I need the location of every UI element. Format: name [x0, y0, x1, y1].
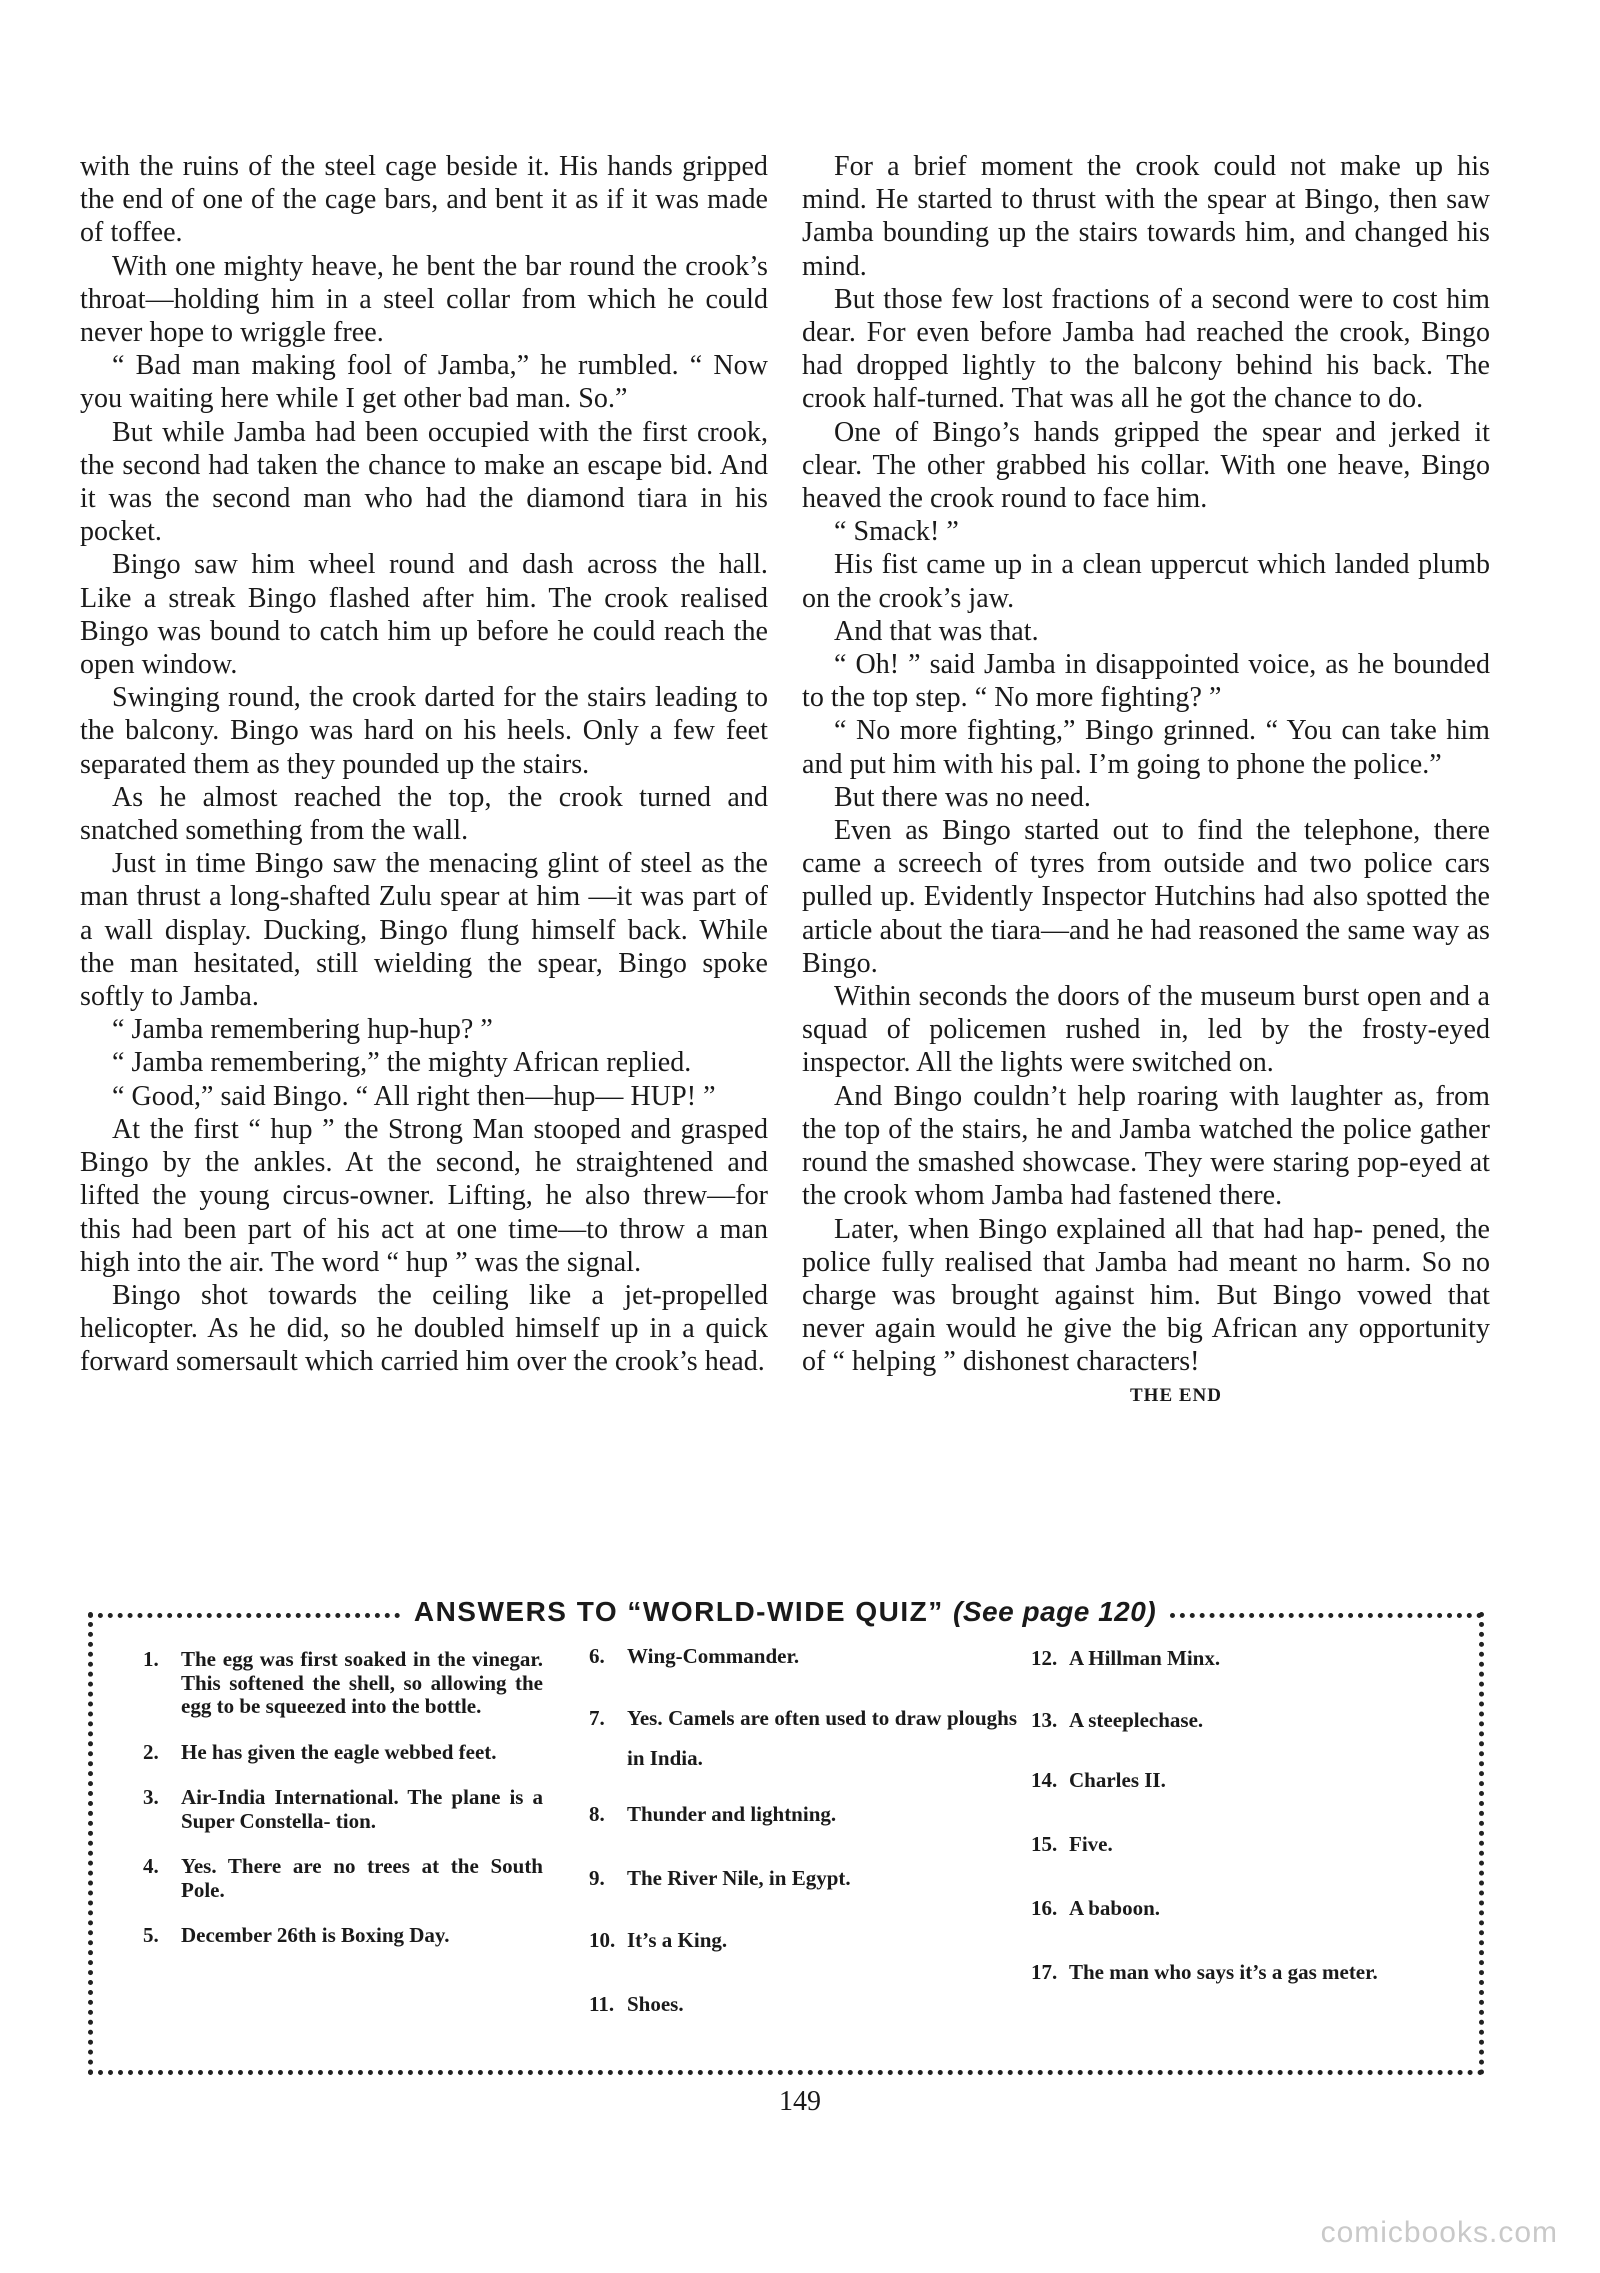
quiz-title-text: ANSWERS TO “WORLD-WIDE QUIZ”	[413, 1596, 944, 1627]
answer-number: 8.	[589, 1802, 605, 1826]
quiz-answer	[589, 1636, 1017, 1676]
story-text	[80, 150, 1490, 1407]
quiz-answer	[589, 1920, 1017, 1960]
answer-text: Wing-Commander.	[627, 1644, 800, 1668]
paragraph: But there was no need.	[834, 781, 1091, 813]
quiz-answer	[1031, 1824, 1459, 1864]
paragraph: For a brief moment the crook could not make up his mind. He started to thrust with the spear at Bingo, then saw Jamba bounding up the stairs towards him, and changed his mind.	[802, 151, 1490, 282]
paragraph: “ Smack! ”	[834, 516, 959, 548]
story-column-right	[802, 150, 1490, 1407]
paragraph: Swinging round, the crook darted for the stairs leading to the balcony. Bingo was hard on his heels. Only a few feet separated them as they pounded up the stairs.	[80, 682, 768, 780]
page-number: 149	[779, 2086, 821, 2117]
paragraph: with the ruins of the steel cage beside it. His hands gripped the end of one of the cage bars, and bent it as if it was made of toffee.	[80, 151, 768, 249]
answer-text: Air-India International. The plane is a Super Constella- tion.	[181, 1785, 543, 1833]
paragraph: “ No more fighting,” Bingo grinned. “ You can take him and put him with his pal. I’m going to phone the police.”	[802, 715, 1490, 780]
answer-number: 12.	[1031, 1646, 1058, 1670]
quiz-answer	[143, 1855, 543, 1902]
answer-number: 17.	[1031, 1960, 1058, 1984]
paragraph: At the first “ hup ” the Strong Man stooped and grasped Bingo by the ankles. At the second, he straightened and lifted the young circus-owner. Lifting, he also threw—for this had been part of his act at one time—to throw a man high into the air. The word “ hup ” was the signal.	[80, 1113, 768, 1278]
answer-text: The man who says it’s a gas meter.	[1069, 1960, 1378, 1984]
quiz-answer	[1031, 1888, 1459, 1928]
quiz-answer	[1031, 1700, 1459, 1740]
paragraph: Bingo shot towards the ceiling like a jet-propelled helicopter. As he did, so he doubled himself up in a quick forward somersault which carried him over the crook’s head.	[80, 1279, 768, 1378]
answer-text: A steeplechase.	[1069, 1708, 1204, 1732]
quiz-answers-box	[88, 1612, 1484, 2075]
quiz-answer	[1031, 1638, 1459, 1678]
paragraph: Even as Bingo started out to find the telephone, there came a screech of tyres from outside and two police cars pulled up. Evidently Inspector Hutchins had also spotted the article about the tiara—and he had reasoned the same way as Bingo.	[802, 815, 1490, 979]
answer-number: 11.	[589, 1992, 615, 2016]
answer-number: 10.	[589, 1928, 616, 1952]
paragraph: And Bingo couldn’t help roaring with laughter as, from the top of the stairs, he and Jamba watched the police gather round the smashed showcase. They were staring pop-eyed at the crook whom Jamba had fastened there.	[802, 1080, 1490, 1212]
watermark: comicbooks.com	[1320, 2216, 1558, 2249]
answer-number: 14.	[1031, 1768, 1058, 1792]
answer-text: The egg was first soaked in the vinegar. This softened the shell, so allowing the egg to be squeezed into the bottle.	[181, 1647, 543, 1718]
paragraph: As he almost reached the top, the crook turned and snatched something from the wall.	[80, 781, 768, 847]
answer-text: Shoes.	[627, 1992, 684, 2016]
answer-number: 13.	[1031, 1708, 1058, 1732]
quiz-answer	[143, 1924, 543, 1948]
paragraph: Later, when Bingo explained all that had hap- pened, the police fully realised that Jamba had meant no harm. So no charge was brought against him. But Bingo vowed that never again would he give the big African any opportunity of “ helping ” dishonest characters!	[802, 1213, 1490, 1378]
paragraph: “ Jamba remembering hup-hup? ”	[112, 1014, 493, 1046]
paragraph: Just in time Bingo saw the menacing glint of steel as the man thrust a long-shafted Zulu spear at him —it was part of a wall display. Ducking, Bingo flung himself back. While the man hesitated, still wielding the spear, Bingo spoke softly to Jamba.	[80, 848, 768, 1013]
answer-text: Yes. There are no trees at the South Pole.	[181, 1854, 543, 1902]
answer-text: Yes. Camels are often used to draw ploughs in India.	[627, 1706, 1017, 1770]
answer-number: 1.	[143, 1647, 159, 1671]
answer-number: 4.	[143, 1854, 159, 1878]
answer-number: 6.	[589, 1644, 605, 1668]
quiz-page-reference: (See page 120)	[953, 1596, 1157, 1627]
quiz-answer	[589, 1984, 1017, 2024]
answer-number: 7.	[589, 1706, 605, 1730]
answers-column-1	[143, 1648, 543, 1970]
paragraph: One of Bingo’s hands gripped the spear and jerked it clear. The other grabbed his collar. With one heave, Bingo heaved the crook round to face him.	[802, 416, 1490, 515]
story-column-left	[80, 150, 768, 1407]
paragraph: “ Good,” said Bingo. “ All right then—hup— HUP! ”	[112, 1080, 716, 1112]
answer-text: He has given the eagle webbed feet.	[181, 1739, 497, 1764]
answer-text: The River Nile, in Egypt.	[627, 1866, 851, 1890]
quiz-answer	[1031, 1952, 1459, 1992]
paragraph: “ Jamba remembering,” the mighty African replied.	[112, 1047, 692, 1079]
the-end-label: THE END	[1130, 1384, 1222, 1406]
answer-number: 5.	[143, 1923, 159, 1947]
quiz-answer	[1031, 1760, 1459, 1800]
answer-text: Thunder and lightning.	[627, 1802, 837, 1826]
quiz-answer	[143, 1786, 543, 1833]
quiz-answer	[143, 1648, 543, 1719]
answer-number: 9.	[589, 1866, 605, 1890]
paragraph: And that was that.	[834, 615, 1039, 647]
answer-number: 16.	[1031, 1896, 1058, 1920]
paragraph: Bingo saw him wheel round and dash across the hall. Like a streak Bingo flashed after him. The crook realised Bingo was bound to catch him up before he could reach the open window.	[80, 549, 768, 681]
answer-text: Five.	[1069, 1832, 1113, 1856]
paragraph: “ Bad man making fool of Jamba,” he rumbled. “ Now you waiting here while I get other bad man. So.”	[80, 350, 768, 415]
answer-number: 2.	[143, 1739, 159, 1764]
answer-text: It’s a King.	[627, 1928, 728, 1952]
paragraph: “ Oh! ” said Jamba in disappointed voice, as he bounded to the top step. “ No more fighting? ”	[802, 649, 1490, 714]
answer-text: Charles II.	[1069, 1768, 1166, 1792]
answer-text: December 26th is Boxing Day.	[181, 1923, 450, 1947]
quiz-answer	[589, 1698, 1017, 1778]
answer-text: A baboon.	[1069, 1896, 1161, 1920]
answer-text: A Hillman Minx.	[1069, 1646, 1221, 1670]
answer-number: 3.	[143, 1785, 159, 1809]
paragraph: But those few lost fractions of a second were to cost him dear. For even before Jamba had reached the crook, Bingo had dropped lightly to the balcony behind his back. The crook half-turned. That was all he got the chance to do.	[802, 283, 1490, 415]
quiz-answer	[143, 1741, 543, 1765]
paragraph: With one mighty heave, he bent the bar round the crook’s throat—holding him in a steel collar from which he could never hope to wriggle free.	[80, 250, 768, 349]
paragraph: His fist came up in a clean uppercut which landed plumb on the crook’s jaw.	[802, 549, 1490, 614]
answer-number: 15.	[1031, 1832, 1058, 1856]
paragraph: Within seconds the doors of the museum burst open and a squad of policemen rushed in, led by the frosty-eyed inspector. All the lights were switched on.	[802, 981, 1490, 1079]
quiz-answer	[589, 1794, 1017, 1834]
quiz-answer	[589, 1858, 1017, 1898]
paragraph: But while Jamba had been occupied with the first crook, the second had taken the chance to make an escape bid. And it was the second man who had the diamond tiara in his pocket.	[80, 416, 768, 548]
